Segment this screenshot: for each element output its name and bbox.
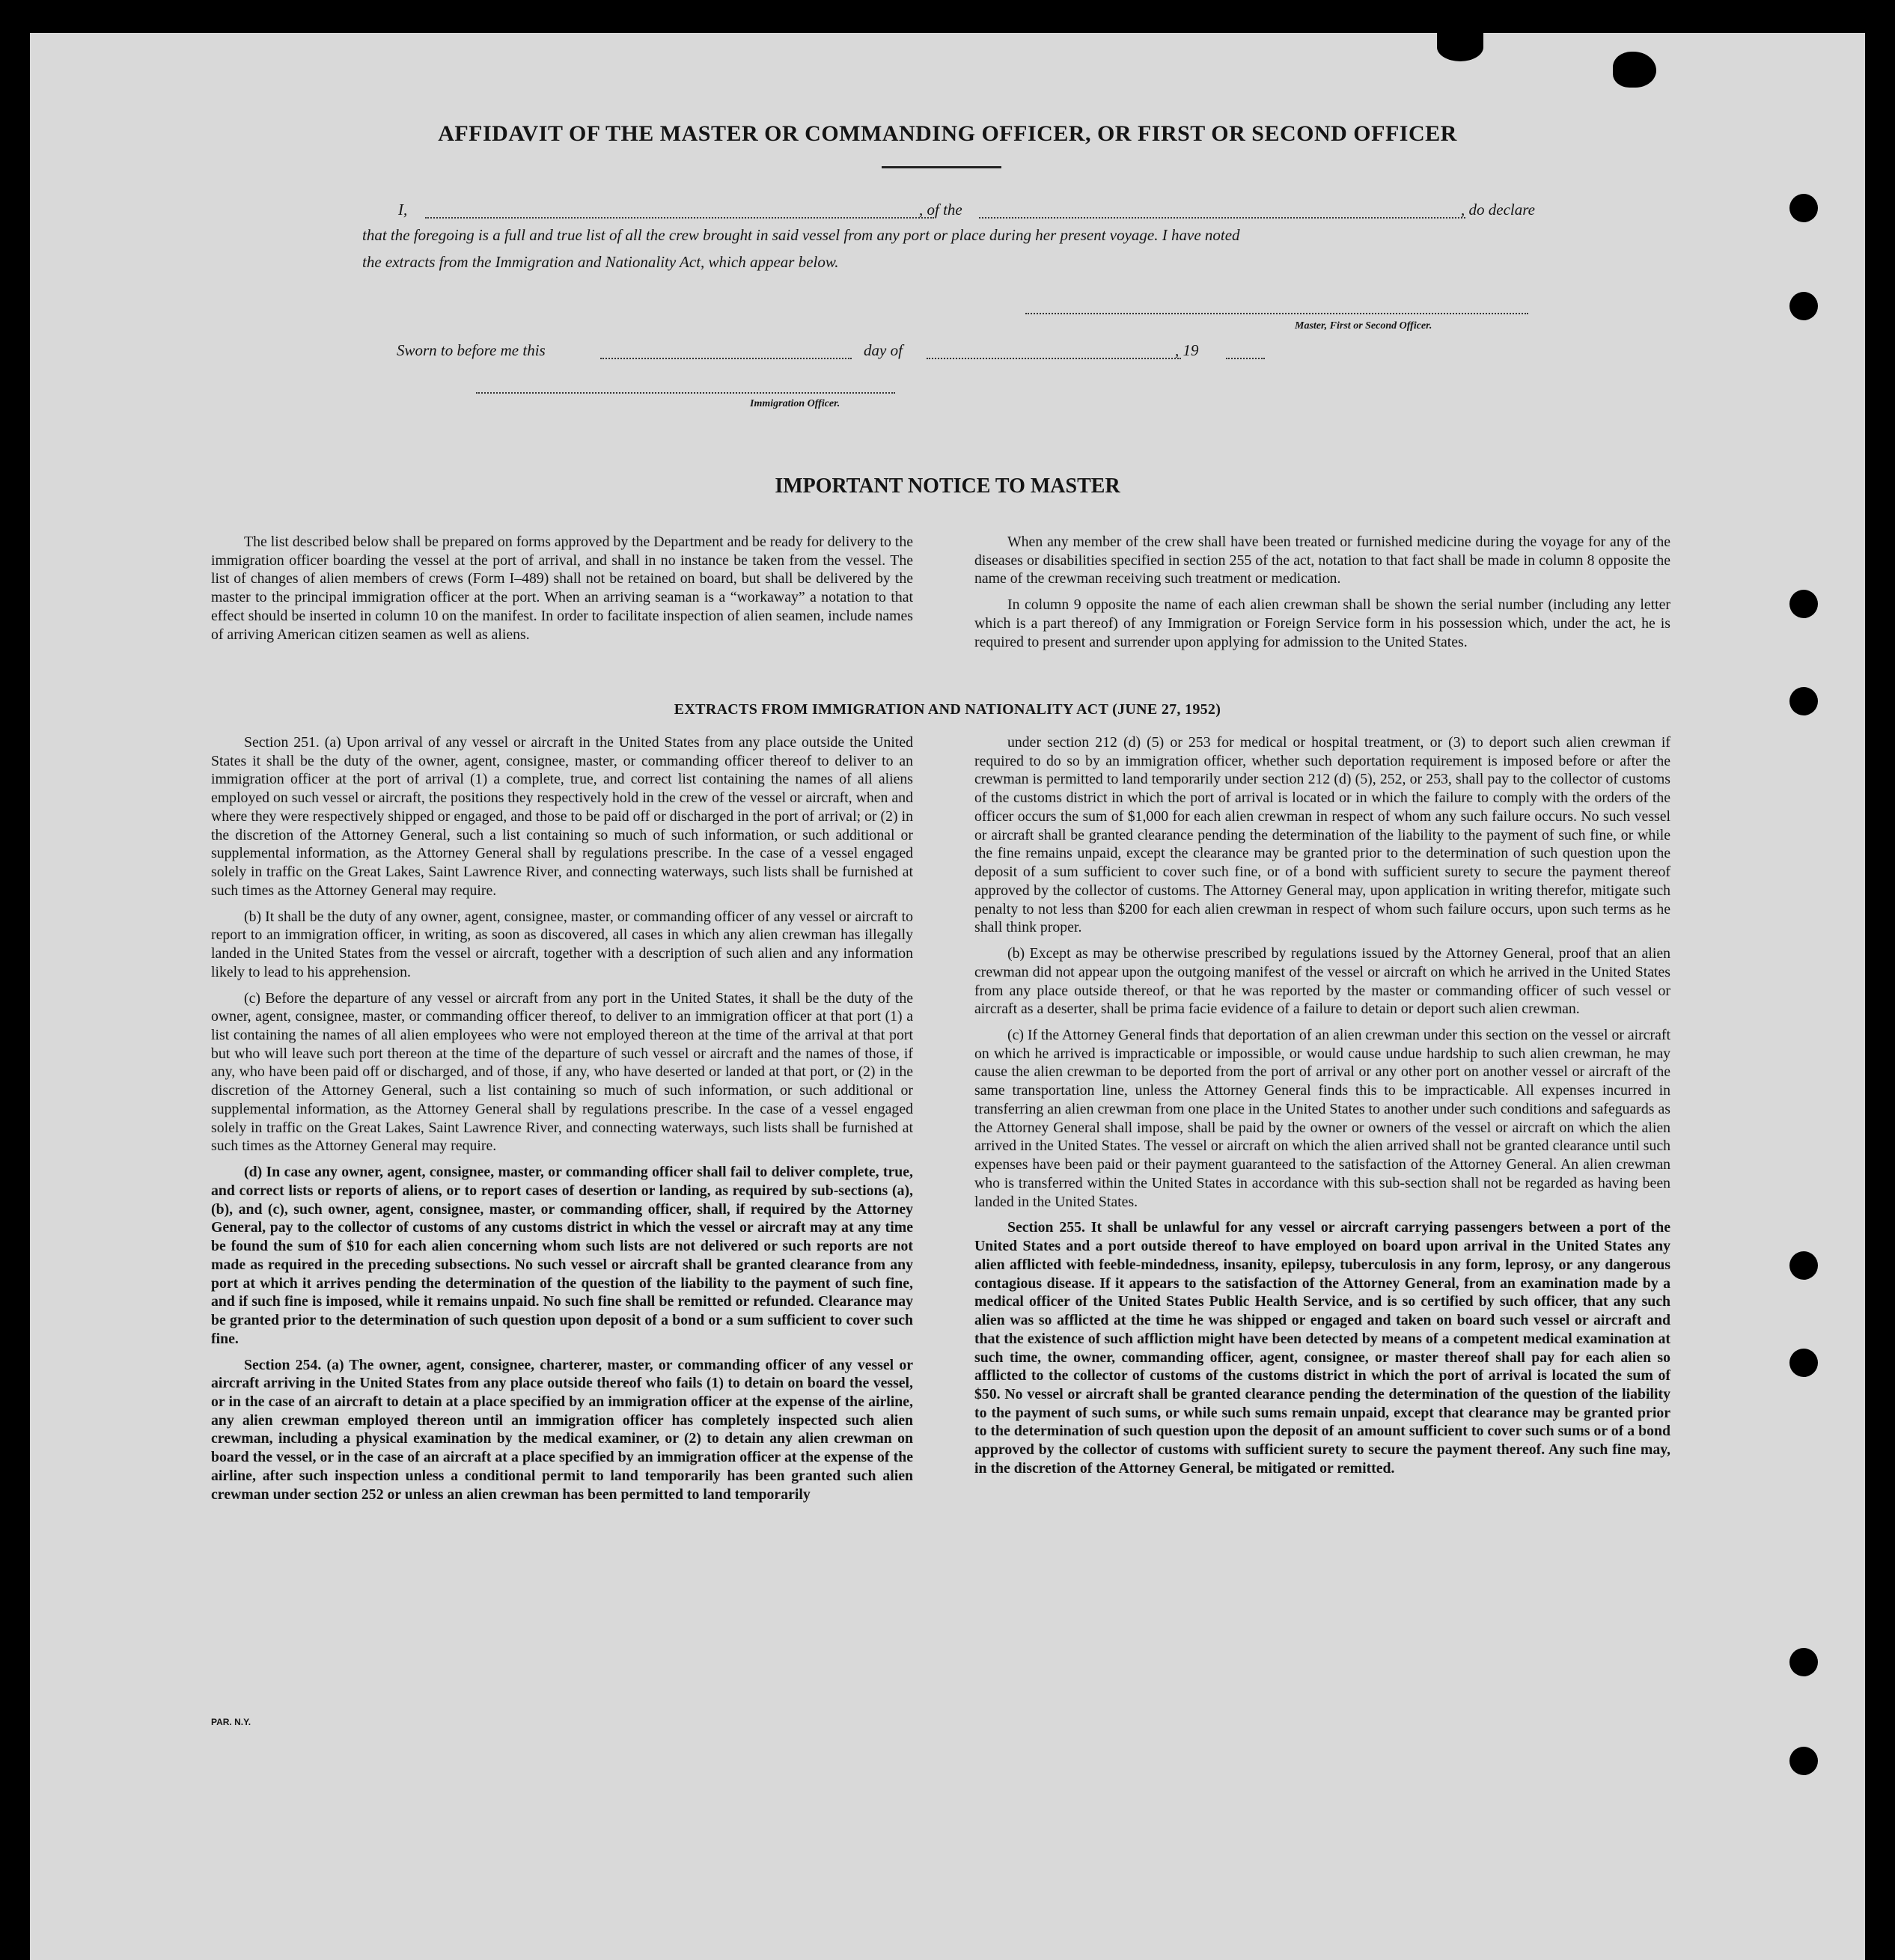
declaration-line-2: that the foregoing is a full and true list of all the crew brought in said vessel from any port or place during her present voyage. I have noted: [362, 226, 1240, 244]
day-of-label: day of: [864, 341, 903, 359]
notice-paragraph: When any member of the crew shall have been treated or furnished medicine during the voyage for any of the diseases or disabilities specified in section 255 of the act, notation to that fact shall be made in column 8 opposite the name of the crewman receiving such treatment or medication.: [974, 534, 1670, 587]
document-page: [30, 33, 1865, 1960]
punch-hole: [1789, 1251, 1818, 1280]
printer-mark: PAR. N.Y.: [211, 1717, 251, 1727]
affidavit-title: AFFIDAVIT OF THE MASTER OR COMMANDING OFFICER, OR FIRST OR SECOND OFFICER: [438, 121, 1457, 146]
statute-paragraph: (c) Before the departure of any vessel or aircraft from any port in the United States, it shall be the duty of the owner, agent, consignee, master, or commanding officer thereof, to deliver to an immigration officer at that port (1) a list containing the names of all alien employees who were not employed thereon at the time of the arrival at that port but who will leave such port thereon at the time of the departure of such vessel or aircraft and the names of those, if any, who have been paid off or discharged, and of those, if any, who have deserted or landed at that port, or (2) in the discretion of the Attorney General, such a list containing so much of such information, or such additional or supplemental information, as the Attorney General shall by regulations prescribe. In the case of a vessel engaged solely in traffic on the Great Lakes, Saint Lawrence River, and connecting waterways, such lists shall be furnished at such times as the Attorney General may require.: [211, 989, 913, 1155]
punch-hole: [1789, 1648, 1818, 1676]
statute-paragraph: (b) It shall be the duty of any owner, agent, consignee, master, or commanding officer of any vessel or aircraft to report to an immigration officer, in writing, as soon as discovered, all cases in which any alien crewman has illegally landed in the United States from the vessel or aircraft, together with a description of such alien and any information likely to lead to his apprehension.: [211, 908, 913, 980]
master-signature-line[interactable]: [1025, 313, 1528, 314]
paper-damage: [1613, 52, 1656, 88]
sworn-label: Sworn to before me this: [397, 341, 546, 359]
vessel-name-field[interactable]: [979, 217, 1465, 219]
do-declare-label: , do declare: [1461, 201, 1535, 219]
officer-signature-line[interactable]: [476, 392, 895, 394]
extracts-right-column: [974, 733, 1670, 1486]
sworn-day-field[interactable]: [600, 358, 852, 359]
title-underline: [882, 166, 1001, 168]
sworn-year-field[interactable]: [1226, 358, 1265, 359]
notice-paragraph: The list described below shall be prepared on forms approved by the Department and be ready for delivery to the immigration officer boarding the vessel at the port of arrival, and shall in no instance be taken from the vessel. The list of changes of alien members of crews (Form I–489) shall not be retained on board, but shall be delivered by the master to the principal immigration officer at the port. When an arriving seaman is a “workaway” a notation to that effect should be inserted in column 10 on the manifest. In order to facilitate inspection of alien seamen, include names of arriving American citizen seamen as well as aliens.: [211, 534, 913, 643]
year-label: , 19: [1175, 341, 1199, 359]
punch-hole: [1789, 1747, 1818, 1775]
statute-paragraph: Section 251. (a) Upon arrival of any vessel or aircraft in the United States from any place outside the United States it shall be the duty of the owner, agent, consignee, master, or commanding officer thereof to deliver to an immigration officer at the port of arrival (1) a complete, true, and correct list containing the names of all aliens employed on such vessel or aircraft, the positions they respectively hold in the crew of the vessel or aircraft, when and where they were respectively shipped or engaged, and those to be paid off or discharged in the port of arrival; or (2) in the discretion of the Attorney General, such a list containing so much of such information, or such additional or supplemental information, as the Attorney General shall by regulations prescribe. In the case of a vessel engaged solely in traffic on the Great Lakes, Saint Lawrence River, and connecting waterways, such lists shall be furnished at such times as the Attorney General may require.: [211, 734, 913, 899]
extracts-left-column: [211, 733, 913, 1511]
punch-hole: [1789, 687, 1818, 715]
statute-paragraph: (c) If the Attorney General finds that deportation of an alien crewman under this section on the vessel or aircraft on which he arrived is impracticable or impossible, or would cause undue hardship to such alien crewman, he may cause the alien crewman to be deported from the port of arrival or any other port on another vessel or aircraft of the same transportation line, unless the Attorney General finds this to be impracticable. All expenses incurred in transferring an alien crewman from one place in the United States to another under such conditions and safeguards as the Attorney General shall impose, shall be paid by the owner or owners of the vessel or aircraft on which the alien arrived in the United States. The vessel or aircraft on which the alien arrived shall not be granted clearance until such expenses have been paid or their payment guaranteed to the satisfaction of the Attorney General. An alien crewman who is transferred within the United States in accordance with this sub-section shall not be regarded as having been landed in the United States.: [974, 1027, 1670, 1210]
notice-title: IMPORTANT NOTICE TO MASTER: [775, 474, 1120, 498]
punch-hole: [1789, 194, 1818, 222]
statute-paragraph: under section 212 (d) (5) or 253 for medical or hospital treatment, or (3) to deport such alien crewman if required to do so by an immigration officer, whether such deportation requirement is imposed before or after the crewman is permitted to land temporarily under section 212 (d) (5), 252, or 253, shall pay to the collector of customs of the customs district in which the port of arrival is located or in which the failure to comply with the orders of the officer occurs the sum of $1,000 for each alien crewman in respect of whom any such failure occurs. No such vessel or aircraft shall be granted clearance pending the determination of the liability to the payment of such fine, or while the fine remains unpaid, except the clearance may be granted prior to the determination of such question upon the deposit of a sum sufficient to cover such fine, or of a bond with sufficient surety to secure the payment thereof approved by the collector of customs. The Attorney General may, upon application in writing therefor, mitigate such penalty to not less than $200 for each alien crewman in respect of whom such failure occurs, upon such terms as he shall think proper.: [974, 734, 1670, 936]
of-the-label: , of the: [919, 201, 962, 219]
notice-right-column: [974, 533, 1670, 659]
notice-left-column: [211, 533, 913, 651]
punch-hole: [1789, 590, 1818, 618]
notice-paragraph: In column 9 opposite the name of each alien crewman shall be shown the serial number (including any letter which is a part thereof) of any Immigration or Foreign Service form in his possession which, under the act, he is required to present and surrender upon applying for admission to the United States.: [974, 596, 1670, 650]
sworn-month-field[interactable]: [927, 358, 1181, 359]
statute-paragraph: (b) Except as may be otherwise prescribed by regulations issued by the Attorney General, proof that an alien crewman did not appear upon the outgoing manifest of the vessel or aircraft on which he arrived in the United States from any place outside thereof, or that he was reported by the master or commanding officer of such vessel or aircraft as a deserter, shall be prima facie evidence of a failure to detain or deport such alien crewman.: [974, 945, 1670, 1018]
paper-damage: [1437, 33, 1483, 61]
extracts-title: EXTRACTS FROM IMMIGRATION AND NATIONALITY ACT (JUNE 27, 1952): [674, 701, 1221, 718]
statute-paragraph: Section 255. It shall be unlawful for any vessel or aircraft carrying passengers between a port of the United States and a port outside thereof to have employed on board upon arrival in the United States any alien afflicted with feeble-mindedness, insanity, epilepsy, tuberculosis in any form, leprosy, or any dangerous contagious disease. If it appears to the satisfaction of the Attorney General, from an examination made by a medical officer of the United States Public Health Service, and is so certified by such officer, that any such alien was so afflicted at the time he was shipped or engaged and taken on board such vessel or aircraft and that the existence of such affliction might have been detected by means of a competent medical examination at such time, the owner, commanding officer, agent, consignee, or master thereof shall pay for each alien so afflicted to the collector of customs of the customs district in which the port of arrival is located the sum of $50. No vessel or aircraft shall be granted clearance pending the determination of the question of the liability to the payment of such sums, or while such sums remain unpaid, except that clearance may be granted prior to the determination of such question upon the deposit of an amount sufficient to cover such sums or of a bond approved by the collector of customs with sufficient surety to secure the payment thereof. Any such fine may, in the discretion of the Attorney General, be mitigated or remitted.: [974, 1219, 1670, 1477]
declarant-label: I,: [398, 201, 408, 219]
statute-paragraph: Section 254. (a) The owner, agent, consignee, charterer, master, or commanding officer of any vessel or aircraft arriving in the United States from any place outside thereof who fails (1) to detain on board the vessel, or in the case of an aircraft to detain at a place specified by an immigration officer at the expense of the airline, any alien crewman employed thereon until an immigration officer has completely inspected such alien crewman, including a physical examination by the medical examiner, or (2) to detain any alien crewman on board the vessel, or in the case of an aircraft at a place specified by an immigration officer at the expense of the airline, after such inspection unless a conditional permit to land temporarily has been granted such alien crewman under section 252 or unless an alien crewman has been permitted to land temporarily: [211, 1356, 913, 1503]
declaration-line-3: the extracts from the Immigration and Nationality Act, which appear below.: [362, 253, 839, 271]
declarant-name-field[interactable]: [425, 217, 934, 219]
statute-paragraph: (d) In case any owner, agent, consignee, master, or commanding officer shall fail to deliver complete, true, and correct lists or reports of aliens, or to report cases of desertion or landing, as required by sub-sections (a), (b), and (c), such owner, agent, consignee, master, or commanding officer, shall, if required by the Attorney General, pay to the collector of customs of any customs district in which the vessel or aircraft may at any time be found the sum of $10 for each alien concerning whom such lists are not delivered or such reports are not made as required in the preceding subsections. No such vessel or aircraft shall be granted clearance from any port at which it arrives pending the determination of the question of the liability to the payment of such fine, and if such fine is imposed, while it remains unpaid. No such fine shall be remitted or refunded. Clearance may be granted prior to the determination of such question upon deposit of a bond or a sum sufficient to cover such fine.: [211, 1164, 913, 1347]
punch-hole: [1789, 292, 1818, 320]
punch-hole: [1789, 1349, 1818, 1377]
master-signature-label: Master, First or Second Officer.: [1295, 320, 1432, 332]
officer-signature-label: Immigration Officer.: [750, 398, 840, 409]
